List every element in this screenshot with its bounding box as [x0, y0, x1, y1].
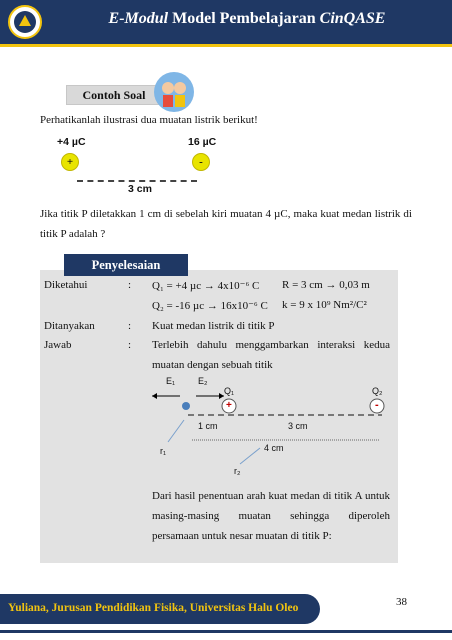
charge-left-label: +4 µC	[57, 136, 86, 148]
charge-right-label: 16 µC	[188, 136, 217, 148]
negative-charge: -	[192, 153, 210, 171]
point-p	[182, 402, 190, 410]
q2-label: Q₂	[372, 386, 383, 396]
conclusion-text: Dari hasil penentuan arah kuat medan di titik A untuk masing-masing muatan sehingga diperoleh persamaan untuk nesar muatan di titik P:	[152, 490, 390, 542]
distance-3cm: 3 cm	[288, 421, 308, 431]
distance-line	[77, 180, 197, 182]
header-accent-bar	[0, 44, 452, 47]
example-intro: Perhatikanlah ilustrasi dua muatan listrik berikut!	[40, 114, 258, 126]
ditanyakan-label: Ditanyakan	[44, 320, 95, 332]
example-label: Contoh Soal	[66, 85, 162, 105]
k-value: k = 9 x 10⁹ Nm²/C²	[282, 299, 367, 311]
r1-pointer	[168, 420, 184, 442]
r-value: R = 3 cm → 0,03 m	[282, 279, 370, 291]
jawab-text: Terlebih dahulu menggambarkan interaksi kedua muatan dengan sebuah titik	[152, 339, 390, 371]
ditanyakan-text: Kuat medan listrik di titik P	[152, 320, 275, 332]
q2-sign: -	[375, 399, 379, 411]
distance-1cm: 1 cm	[198, 421, 218, 431]
r1-label: r₁	[160, 446, 167, 456]
diketahui-label: Diketahui	[44, 279, 88, 291]
colon: :	[128, 320, 132, 332]
distance-label: 3 cm	[128, 183, 152, 195]
r2-pointer	[240, 448, 260, 464]
e1-label: E₁	[166, 376, 176, 386]
r2-label: r₂	[234, 466, 241, 476]
example-question: Jika titik P diletakkan 1 cm di sebelah kiri muatan 4 µC, maka kuat medan listrik di titik P adalah ?	[40, 208, 412, 240]
colon: :	[128, 279, 132, 291]
e2-label: E₂	[198, 376, 208, 386]
q2-value: Q₂ = -16 µc → 16x10⁻⁶ C	[152, 300, 268, 312]
solution-label: Penyelesaian	[64, 254, 188, 276]
footer-line	[0, 630, 452, 633]
positive-charge: +	[61, 153, 79, 171]
q1-value: Q₁ = +4 µc → 4x10⁻⁶ C	[152, 280, 260, 292]
colon: :	[128, 339, 132, 351]
page-title: E-Modul Model Pembelajaran CinQASE	[108, 10, 386, 27]
page-number: 38	[396, 596, 407, 608]
q1-label: Q₁	[224, 386, 235, 396]
children-illustration-icon	[154, 72, 194, 112]
footer-author: Yuliana, Jurusan Pendidikan Fisika, Universitas Halu Oleo	[8, 602, 299, 614]
university-logo-icon	[8, 5, 42, 39]
field-diagram	[140, 370, 395, 482]
distance-4cm: 4 cm	[264, 443, 284, 453]
jawab-label: Jawab	[44, 339, 72, 351]
q1-sign: +	[226, 400, 232, 411]
